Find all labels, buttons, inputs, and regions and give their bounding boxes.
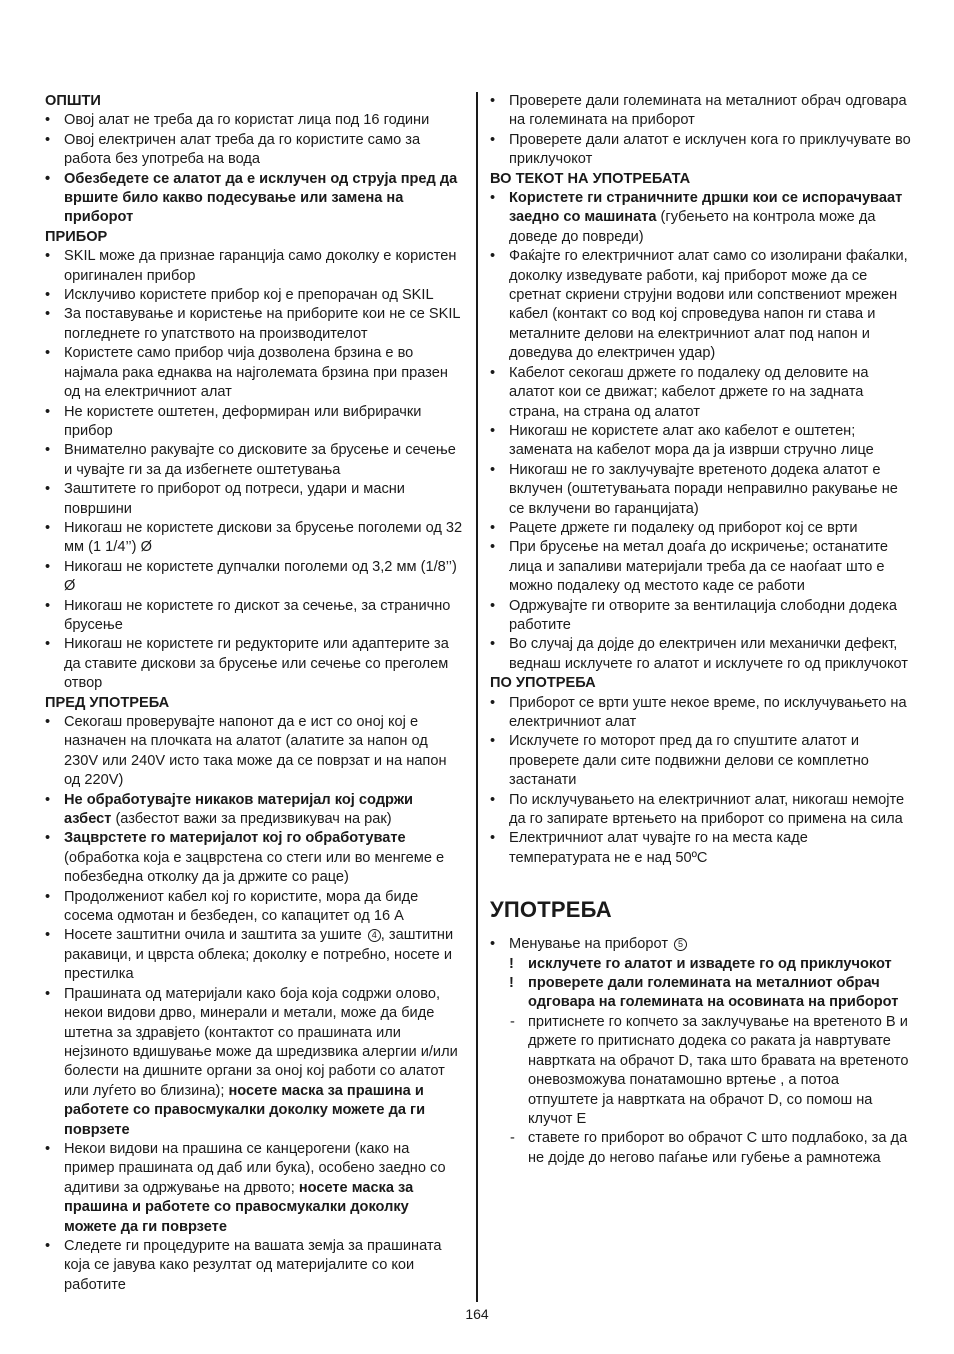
list-item: • Внимателно ракувајте со дисковите за брусење и сечење и чувајте ги за да избегнете оштетувања xyxy=(45,441,463,480)
list-item: • Исклучете го моторот пред да го спуштите алатот и проверете дали сите подвижни делови се комплетно застанати xyxy=(490,732,912,790)
list-item xyxy=(45,1140,463,1237)
warning-item xyxy=(490,955,912,974)
list-item: • За поставување и користење на приборите кои не се SKIL погледнете го упатството на производителот xyxy=(45,305,463,344)
text: Некои видови на прашина се канцерогени (како на пример прашината од даб или бука), особено заедно со адитиви за одржување на дрвото; xyxy=(64,1140,446,1196)
after-use-list xyxy=(490,694,912,869)
list-item: • Проверете дали алатот е исклучен кога го приклучувате во приклучокот xyxy=(490,131,912,170)
section-heading-general: ОПШТИ xyxy=(45,93,101,109)
text: Прашината од материјали како боја која содржи олово, некои видови дрво, минерали и метали, може да биде штетна за здравјето (контактот со прашината или нејзиното вдишување може да шредизвика алергии и/или болести на дишните органи за оној кој работи со алатот или луѓето во близина); xyxy=(64,985,458,1099)
left-column xyxy=(45,92,463,1295)
step-item: - ставете го приборот во обрачот C што подлабоко, за да не дојде до негово паѓање или губење а рамнотежа xyxy=(490,1129,912,1168)
list-item xyxy=(490,935,912,954)
right-column xyxy=(490,92,912,1168)
accessories-list xyxy=(45,247,463,693)
list-item: • Не користете оштетен, деформиран или вибрирачки прибор xyxy=(45,403,463,442)
bold-text: Зацврстете го материјалот кој го обработувате xyxy=(64,830,406,847)
list-item: • Никогаш не користете алат ако кабелот е оштетен; замената на кабелот мора да ја изврши стручно лице xyxy=(490,422,912,461)
list-item: • Обезбедете се алатот да е исклучен од струја пред да вршите било какво подесување или замена на приборот xyxy=(45,170,463,228)
list-item: • Исклучиво користете прибор кој е препорачан од SKIL xyxy=(45,286,463,305)
text: Менување на приборот xyxy=(509,936,673,953)
list-item: • Во случај да дојде до електричен или механички дефект, веднаш исклучете го алатот и исклучете го од приклучокот xyxy=(490,635,912,674)
bold-text: носете маска за прашина и работете со правосмукалки доколку можете да ги поврзете xyxy=(64,1082,426,1138)
list-item: • Никогаш не користете ги редукторите или адаптерите за да ставите дискови за брусење или сечење со преголем отвор xyxy=(45,635,463,693)
list-item: • Проверете дали големината на металниот обрач одговара на големината на приборот xyxy=(490,92,912,131)
list-item xyxy=(490,189,912,247)
warning-item xyxy=(490,974,912,1013)
list-item: • Никогаш не користете дискови за брусење поголеми од 32 мм (1 1/4’’) Ø xyxy=(45,519,463,558)
bold-text: проверете дали големината на металниот обрач одговара на големината на осовината на приборот xyxy=(528,975,899,1011)
section-heading-before-use: ПРЕД УПОТРЕБА xyxy=(45,694,170,711)
text: (азбестот важи за предизвикувач на рак) xyxy=(111,811,392,828)
list-item: • Никогаш не го заклучувајте вретеното додека алатот е вклучен (оштетувањата поради неправилно ракување не се вклучени во гаранцијата) xyxy=(490,461,912,519)
list-item: • Овој алат не треба да го користат лица под 16 години xyxy=(45,111,463,130)
text: (обработка која е зацврстена со стеги или во менгеме е побезбедна отколку да ја држите со раце) xyxy=(64,849,445,886)
bold-text: носете маска за прашина и работете со правосмукалки доколку можете да ги поврзете xyxy=(64,1179,414,1235)
list-item: • Фаќајте го електричниот алат само со изолирани фаќалки, доколку изведувате работи, кај приборот може да се сретнат скриени струјни водови или сопствениот мрежен кабел (контакт со вод кој спроведува напон ги става и металните делови на електричниот алат под напон и доведува до електричен удар) xyxy=(490,247,912,363)
figure-ref-5: 5 xyxy=(674,938,687,951)
list-item: • При брусење на метал доаѓа до искричење; останатите лица и запаливи материјали треба да се наоѓаат што е можно подалеку од местото каде се работи xyxy=(490,538,912,596)
general-list xyxy=(45,111,463,227)
bold-text: Користете ги страничните дршки кои се испорачуваат заедно со машината xyxy=(509,190,903,226)
list-item: • Секогаш проверувајте напонот да е ист со оној кој е назначен на плочката на алатот (алатите за напон од 230V или 240V исто така може да се поврзат и на напон од 220V) xyxy=(45,713,463,791)
list-item xyxy=(45,791,463,830)
list-item xyxy=(45,926,463,984)
bold-text: исклучете го алатот и извадете го од приклучокот xyxy=(528,955,892,972)
section-heading-accessories: ПРИБОР xyxy=(45,228,108,245)
list-item: • Одржувајте ги отворите за вентилација слободни додека работите xyxy=(490,597,912,636)
step-item: - притиснете го копчето за заклучување на вретеното B и држете го притиснато додека со раката ја навртувате навртката на обрачот D, така што бравата на вретеното оневозможува понатамошно вртење , а потоа отпуштете ја навртката на обрачот D, со помош на клучот E xyxy=(490,1013,912,1129)
text: , заштитни ракавици, и цврста облека; доколку е потребно, носете и престилка xyxy=(64,927,454,983)
list-item: • Продолжениот кабел кој го користите, мора да биде сосема одмотан и безбеден, со капацитет од 16 А xyxy=(45,888,463,927)
list-item: • Користете само прибор чија дозволена брзина е во најмала рака еднаква на најголемата брзина при празен од на електричниот алат xyxy=(45,344,463,402)
exclamation-icon: ! xyxy=(509,955,514,972)
during-use-list xyxy=(490,189,912,674)
list-item: • По исклучувањето на електричниот алат, никогаш немојте да го запирате вртењето на приборот со примена на сила xyxy=(490,791,912,830)
bold-text: Не обработувајте никаков материјал кој содржи азбест xyxy=(64,791,414,828)
before-use-list xyxy=(45,713,463,1295)
column-divider xyxy=(476,92,478,1302)
list-item: • Никогаш не користете го дискот за сечење, за странично брусење xyxy=(45,597,463,636)
section-heading-during-use: ВО ТЕКОТ НА УПОТРЕБАТА xyxy=(490,170,691,187)
list-item: • Електричниот алат чувајте го на места каде температурата не е над 50ºC xyxy=(490,829,912,868)
exclamation-icon: ! xyxy=(509,975,514,992)
text: Носете заштитни очила и заштита за ушите xyxy=(64,927,366,944)
list-item: • Следете ги процедурите на вашата земја за прашината која се јавува како резултат од материјалите со кои работите xyxy=(45,1237,463,1295)
list-item: • SKIL може да признае гаранција само доколку е користен оригинален прибор xyxy=(45,247,463,286)
page-number: 164 xyxy=(465,1306,489,1322)
list-item: • Никогаш не користете дупчалки поголеми од 3,2 мм (1/8’’) Ø xyxy=(45,558,463,597)
list-item: • Овој електричен алат треба да го користите само за работа без употреба на вода xyxy=(45,131,463,170)
list-item: • Кабелот секогаш држете го подалеку од деловите на алатот кои се движат; кабелот држете го на задната страна, на страна од алатот xyxy=(490,364,912,422)
before-use-list-continued xyxy=(490,92,912,170)
section-title-use: УПОТРЕБА xyxy=(490,897,612,923)
section-heading-after-use: ПО УПОТРЕБА xyxy=(490,675,596,692)
list-item: • Приборот се врти уште некое време, по исклучувањето на електричниот алат xyxy=(490,694,912,733)
text: (губењето на контрола може да доведе до повреди) xyxy=(509,209,876,245)
list-item xyxy=(45,985,463,1140)
list-item: • Заштитете го приборот од потреси, удари и масни површини xyxy=(45,480,463,519)
figure-ref-4: 4 xyxy=(368,929,381,942)
use-list xyxy=(490,935,912,1168)
list-item: • Рацете држете ги подалеку од приборот кој се врти xyxy=(490,519,912,538)
list-item xyxy=(45,829,463,887)
